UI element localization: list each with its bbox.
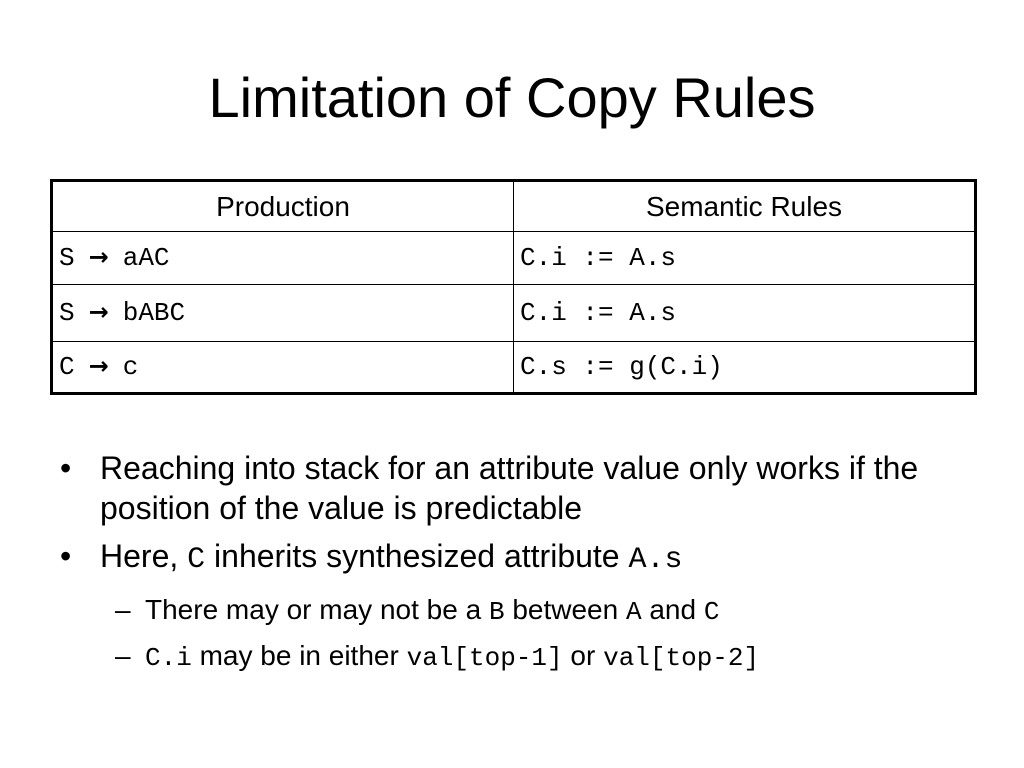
bullet-item bbox=[60, 448, 990, 528]
bullet-marker: • bbox=[60, 538, 72, 574]
code-text: val[top-2] bbox=[603, 643, 760, 673]
code-text: B bbox=[488, 597, 505, 627]
header-semantic-rules: Semantic Rules bbox=[514, 181, 976, 232]
subbullet-text: between bbox=[504, 594, 626, 625]
table-row bbox=[52, 232, 976, 285]
code-text: val[top-1] bbox=[406, 643, 563, 673]
bullet-marker: • bbox=[60, 450, 72, 486]
header-production: Production bbox=[52, 181, 514, 232]
subbullet-text: may be in either bbox=[191, 640, 407, 671]
subbullet-marker: – bbox=[115, 594, 131, 625]
subbullet-item bbox=[60, 588, 990, 634]
code-text: A.s bbox=[628, 543, 683, 577]
code-text: A bbox=[625, 597, 642, 627]
bullet-item bbox=[60, 536, 990, 580]
production-cell bbox=[52, 285, 514, 342]
code-text: C bbox=[187, 543, 206, 577]
bullet-text: Here, bbox=[100, 538, 188, 574]
code-text: C bbox=[703, 597, 720, 627]
slide-title: Limitation of Copy Rules bbox=[208, 66, 816, 129]
production-lhs: S bbox=[59, 298, 75, 328]
production-cell bbox=[52, 232, 514, 285]
table-header-row bbox=[52, 181, 976, 232]
subbullet-text: or bbox=[562, 640, 604, 671]
production-lhs: S bbox=[59, 243, 75, 273]
subbullet-marker: – bbox=[115, 640, 131, 671]
subbullet-text: and bbox=[641, 594, 704, 625]
subbullet-item bbox=[60, 634, 990, 680]
right-arrow-icon: → bbox=[88, 298, 109, 326]
right-arrow-icon: → bbox=[88, 243, 109, 271]
semantic-rule-cell: C.i := A.s bbox=[514, 285, 976, 342]
table-row bbox=[52, 342, 976, 394]
bullet-text: inherits synthesized attribute bbox=[205, 538, 629, 574]
subbullet-text: There may or may not be a bbox=[145, 594, 489, 625]
production-rhs: aAC bbox=[122, 243, 170, 273]
code-text: C.i bbox=[145, 643, 192, 673]
semantic-rule-cell: C.s := g(C.i) bbox=[514, 342, 976, 394]
table-row bbox=[52, 285, 976, 342]
bullet-list bbox=[60, 448, 990, 680]
semantic-rules-table bbox=[50, 179, 977, 395]
right-arrow-icon: → bbox=[88, 352, 109, 380]
production-cell bbox=[52, 342, 514, 394]
production-rhs: bABC bbox=[122, 298, 186, 328]
production-lhs: C bbox=[59, 352, 75, 382]
semantic-rule-cell: C.i := A.s bbox=[514, 232, 976, 285]
production-rhs: c bbox=[122, 352, 139, 382]
bullet-text: Reaching into stack for an attribute value only works if the position of the value is predictable bbox=[100, 450, 919, 526]
